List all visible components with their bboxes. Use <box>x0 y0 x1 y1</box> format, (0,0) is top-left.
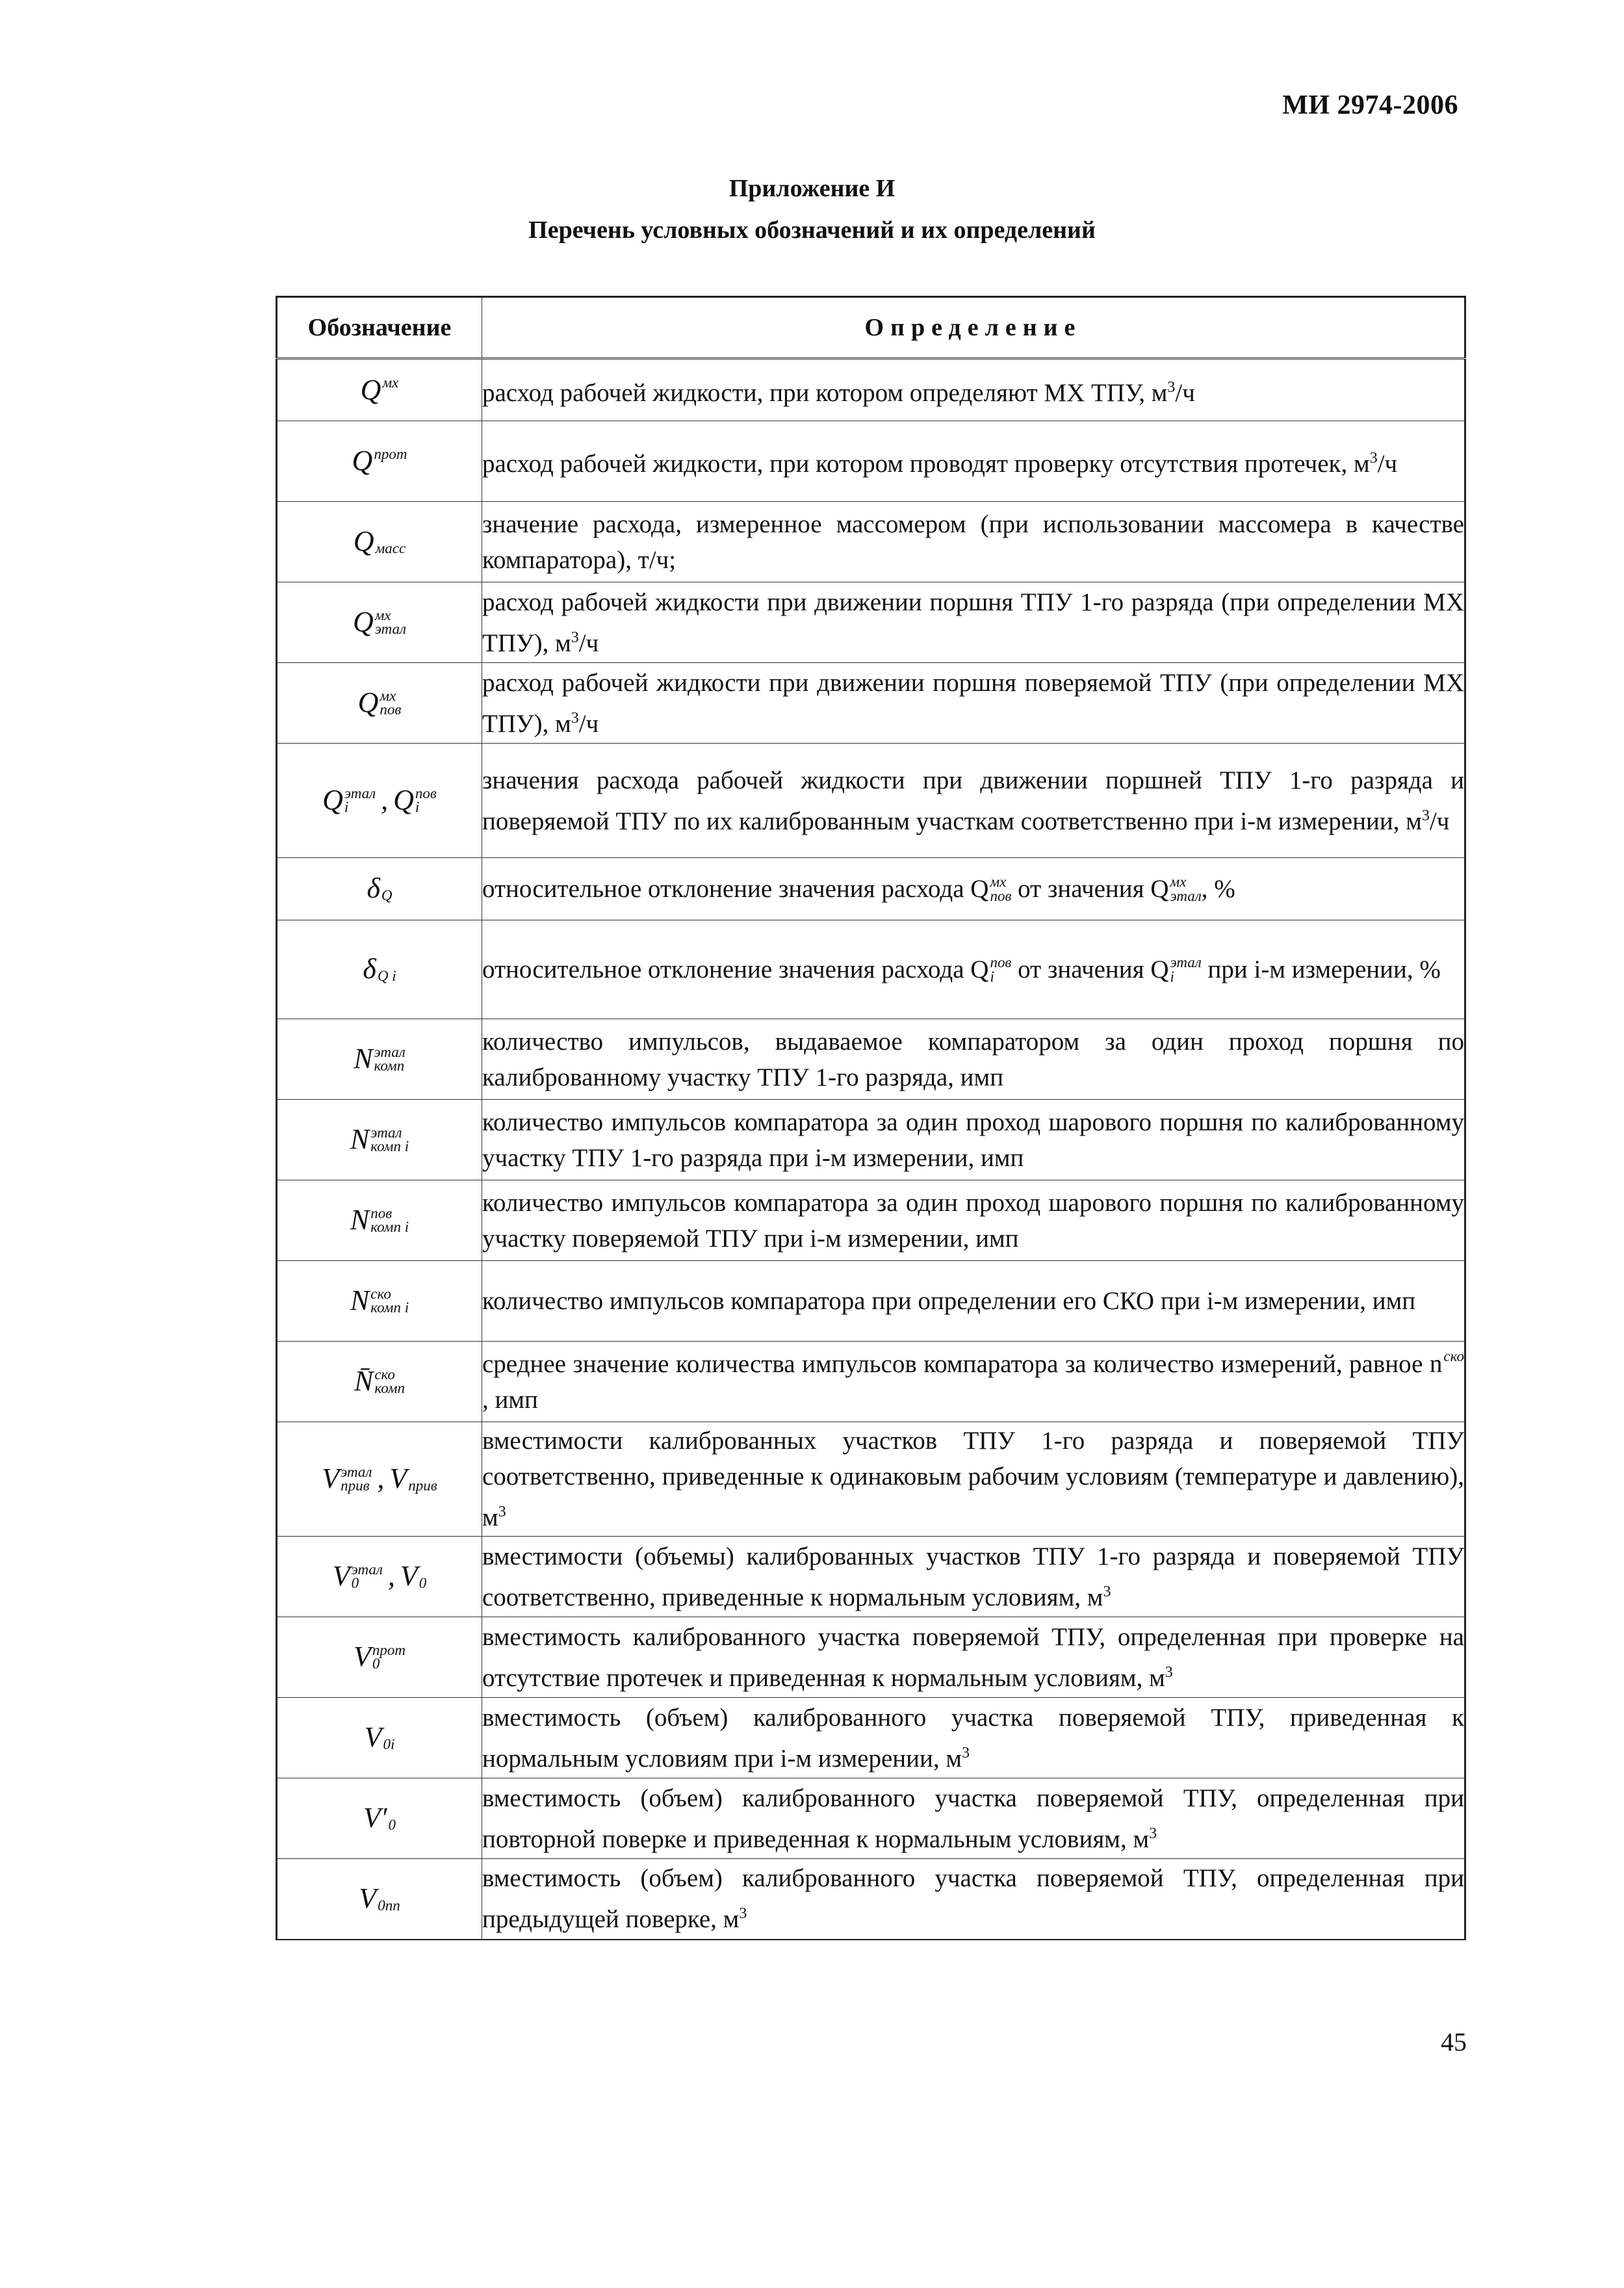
table-header-row <box>277 297 1465 359</box>
symbol-cell: N̄ ско комп <box>277 1342 482 1422</box>
table-row <box>277 663 1465 744</box>
symbol-cell: Q мх <box>277 359 482 421</box>
table-row <box>277 1778 1465 1859</box>
table-row <box>277 1180 1465 1261</box>
symbol-cell: Q мх этал <box>277 582 482 663</box>
table-row <box>277 744 1465 858</box>
table-row <box>277 359 1465 421</box>
symbol-cell: Q мх пов <box>277 663 482 744</box>
symbol-cell: V прот 0 <box>277 1617 482 1698</box>
definition-cell: вместимости (объемы) калиброванных участков ТПУ 1-го разряда и поверяемой ТПУ соответственно, приведенные к нормальным условиям, $м^3$ <box>482 1537 1465 1617</box>
symbol-cell: δ Q i <box>277 920 482 1019</box>
symbol-cell: V этал прив , V прив <box>277 1422 482 1537</box>
symbol-cell: V 0i <box>277 1698 482 1778</box>
definition-cell: количество импульсов компаратора за один проход шарового поршня по калиброванному участку поверяемой ТПУ при i-м измерении, имп <box>482 1180 1465 1261</box>
definitions-table <box>276 296 1466 1940</box>
definition-cell: среднее значение количества импульсов компаратора за количество измерений, равное n ско , имп <box>482 1342 1465 1422</box>
definition-cell: количество импульсов, выдаваемое компаратором за один проход поршня по калиброванному участку ТПУ 1-го разряда, имп <box>482 1019 1465 1100</box>
table-row <box>277 1261 1465 1342</box>
table-row <box>277 1617 1465 1698</box>
table-row <box>277 1537 1465 1617</box>
definition-cell: расход рабочей жидкости, при котором определяют МХ ТПУ, $м^3/ч$ <box>482 359 1465 421</box>
definition-cell: количество импульсов компаратора при определении его СКО при i-м измерении, имп <box>482 1261 1465 1342</box>
symbol-cell: N ско комп i <box>277 1261 482 1342</box>
table-row <box>277 1100 1465 1180</box>
page-number: 45 <box>1441 2027 1467 2057</box>
definition-cell: относительное отклонение значения расхода Q пов i от значения Q этал i при i-м измерении, % <box>482 920 1465 1019</box>
table-row <box>277 1698 1465 1778</box>
column-header-symbol: Обозначение <box>277 297 482 359</box>
column-header-definition: Определение <box>482 297 1465 359</box>
definition-cell: вместимость (объем) калиброванного участка поверяемой ТПУ, определенная при повторной поверке и приведенная к нормальным условиям, $м^3$ <box>482 1778 1465 1859</box>
definition-cell: значение расхода, измеренное массомером (при использовании массомера в качестве компаратора), т/ч; <box>482 502 1465 582</box>
definition-cell: количество импульсов компаратора за один проход шарового поршня по калиброванному участку ТПУ 1-го разряда при i-м измерении, имп <box>482 1100 1465 1180</box>
table-body <box>277 359 1465 1940</box>
definition-cell: расход рабочей жидкости при движении поршня ТПУ 1-го разряда (при определении МХ ТПУ), $м^3/ч$ <box>482 582 1465 663</box>
table-row <box>277 1342 1465 1422</box>
symbol-cell: Q масс <box>277 502 482 582</box>
definition-cell: вместимость калиброванного участка поверяемой ТПУ, определенная при проверке на отсутствие протечек и приведенная к нормальным условиям, $м^3$ <box>482 1617 1465 1698</box>
table-row <box>277 1859 1465 1940</box>
symbol-cell: δ Q <box>277 858 482 920</box>
table-row <box>277 421 1465 502</box>
symbol-cell: Q прот <box>277 421 482 502</box>
table-row <box>277 582 1465 663</box>
table-row <box>277 920 1465 1019</box>
symbol-cell: Q этал i , Q пов i <box>277 744 482 858</box>
annex-title: Приложение И <box>728 175 896 202</box>
symbol-cell: N пов комп i <box>277 1180 482 1261</box>
definition-cell: вместимость (объем) калиброванного участка поверяемой ТПУ, определенная при предыдущей поверке, $м^3$ <box>482 1859 1465 1940</box>
symbol-cell: N этал комп <box>277 1019 482 1100</box>
symbol-cell: V′ 0 <box>277 1778 482 1859</box>
definition-cell: расход рабочей жидкости при движении поршня поверяемой ТПУ (при определении МХ ТПУ), $м^3/ч$ <box>482 663 1465 744</box>
symbol-cell: V этал 0 , V 0 <box>277 1537 482 1617</box>
table-row <box>277 858 1465 920</box>
document-code: МИ 2974-2006 <box>1282 90 1458 120</box>
definition-cell: вместимость (объем) калиброванного участка поверяемой ТПУ, приведенная к нормальным условиям при i-м измерении, $м^3$ <box>482 1698 1465 1778</box>
definition-cell: относительное отклонение значения расхода Q мх пов от значения Q мх этал , % <box>482 858 1465 920</box>
table-row <box>277 1422 1465 1537</box>
definition-cell: вместимости калиброванных участков ТПУ 1-го разряда и поверяемой ТПУ соответственно, приведенные к одинаковым рабочим условиям (температуре и давлению), $м^3$ <box>482 1422 1465 1537</box>
definition-cell: расход рабочей жидкости, при котором проводят проверку отсутствия протечек, $м^3/ч$ <box>482 421 1465 502</box>
symbol-cell: V 0пп <box>277 1859 482 1940</box>
symbol-cell: N этал комп i <box>277 1100 482 1180</box>
table-row <box>277 1019 1465 1100</box>
table-row <box>277 502 1465 582</box>
definition-cell: значения расхода рабочей жидкости при движении поршней ТПУ 1-го разряда и поверяемой ТПУ по их калиброванным участкам соответственно при i-м измерении, $м^3/ч$ <box>482 744 1465 858</box>
annex-subtitle: Перечень условных обозначений и их определений <box>528 216 1096 244</box>
